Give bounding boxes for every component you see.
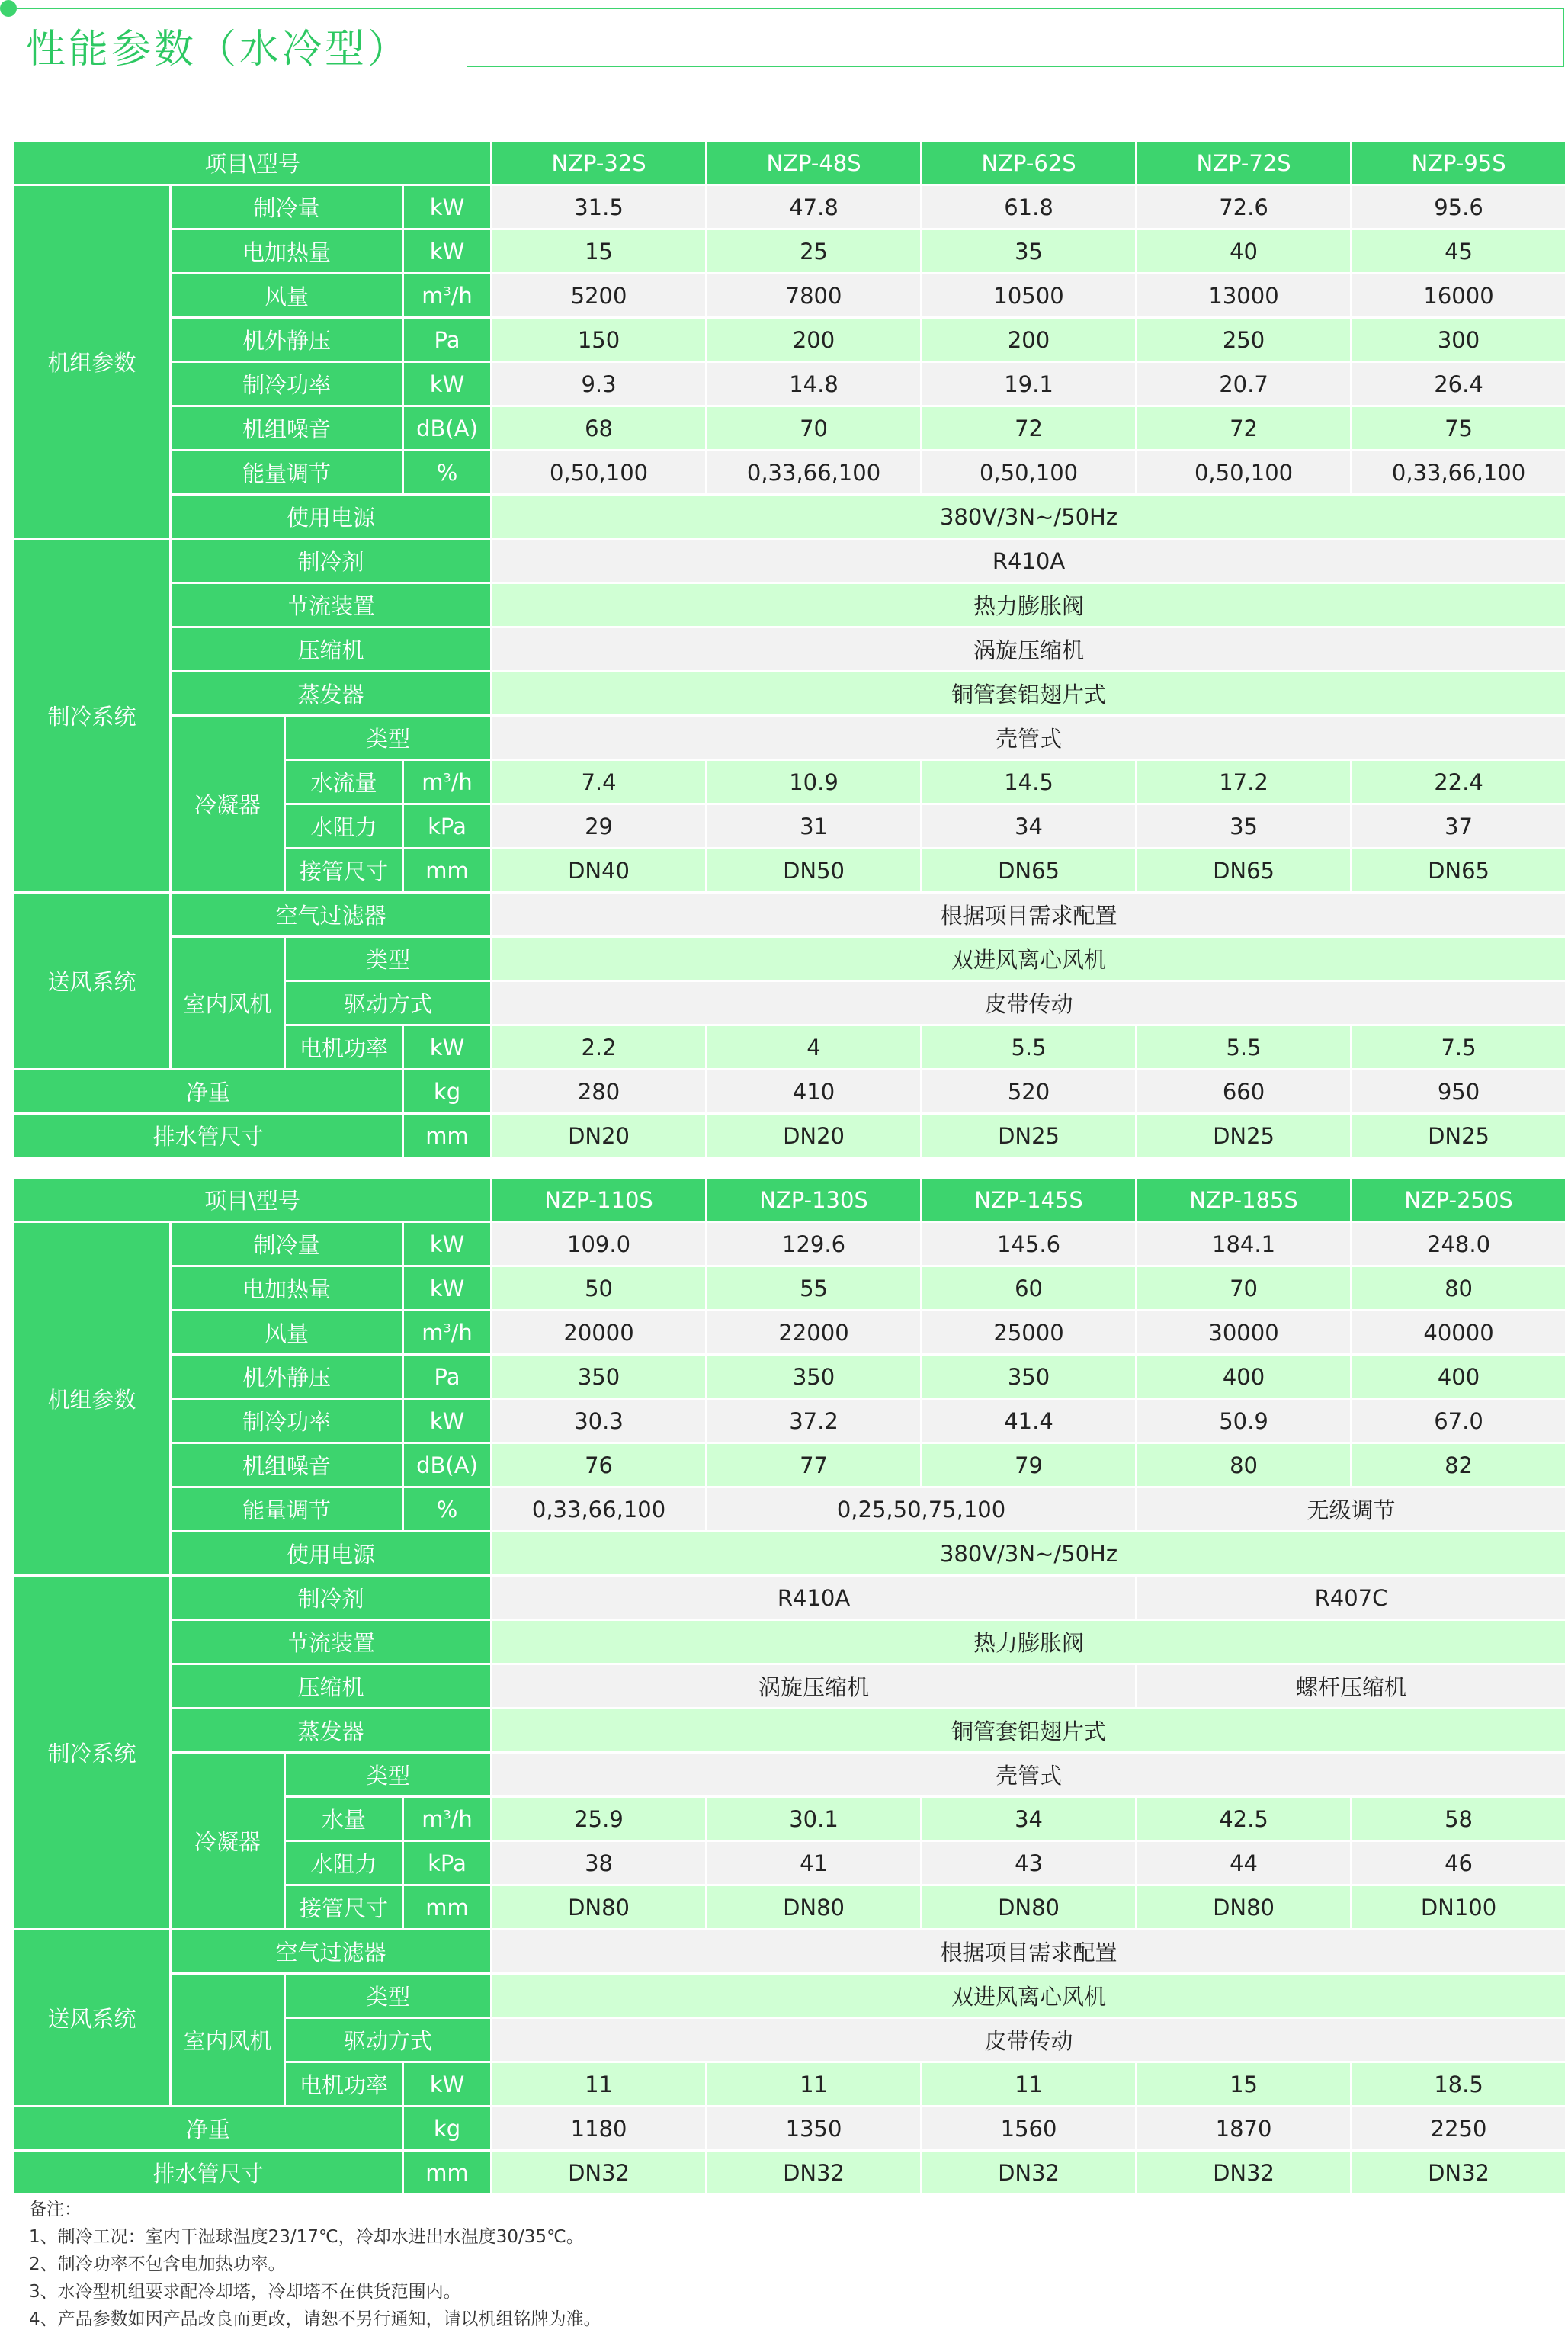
value-cell: 25000 bbox=[922, 1311, 1137, 1355]
value-cell: DN32 bbox=[922, 2151, 1137, 2195]
table-row bbox=[14, 1620, 1566, 1664]
value-cell: 2250 bbox=[1352, 2107, 1566, 2151]
value-cell: 30.1 bbox=[707, 1797, 922, 1841]
value-cell: 72 bbox=[922, 406, 1137, 451]
value-cell: 双进风离心风机 bbox=[492, 937, 1566, 981]
value-cell: 1350 bbox=[707, 2107, 922, 2151]
value-cell: 25.9 bbox=[492, 1797, 707, 1841]
table-row bbox=[14, 1443, 1566, 1487]
value-cell: 0,33,66,100 bbox=[707, 451, 922, 495]
value-cell: 95.6 bbox=[1352, 185, 1566, 229]
value-cell: DN32 bbox=[707, 2151, 922, 2195]
header-top-rule bbox=[17, 8, 1564, 9]
table-row bbox=[14, 1070, 1566, 1114]
value-cell: 0,33,66,100 bbox=[492, 1487, 707, 1532]
value-cell: 10500 bbox=[922, 274, 1137, 318]
value-cell: 129.6 bbox=[707, 1222, 922, 1266]
table-row bbox=[14, 495, 1566, 539]
value-cell: 壳管式 bbox=[492, 716, 1566, 760]
row-label: 风量 bbox=[171, 274, 403, 318]
value-cell: 根据项目需求配置 bbox=[492, 1930, 1566, 1974]
row-label: 机组噪音 bbox=[171, 1443, 403, 1487]
value-cell: 43 bbox=[922, 1841, 1137, 1885]
row-label: 空气过滤器 bbox=[171, 893, 492, 937]
value-cell: 13000 bbox=[1137, 274, 1352, 318]
value-cell: 铜管套铝翅片式 bbox=[492, 1709, 1566, 1753]
value-cell: 68 bbox=[492, 406, 707, 451]
unit-cell: kW bbox=[403, 362, 492, 406]
value-cell: 58 bbox=[1352, 1797, 1566, 1841]
value-cell: 35 bbox=[1137, 804, 1352, 849]
value-cell: 520 bbox=[922, 1070, 1137, 1114]
value-cell: 72.6 bbox=[1137, 185, 1352, 229]
notes-heading: 备注： bbox=[29, 2200, 82, 2219]
value-cell: 1870 bbox=[1137, 2107, 1352, 2151]
table-row bbox=[14, 1266, 1566, 1311]
value-cell: R410A bbox=[492, 539, 1566, 583]
row-label: 驱动方式 bbox=[285, 981, 492, 1025]
value-cell: 20000 bbox=[492, 1311, 707, 1355]
row-label: 制冷剂 bbox=[171, 1576, 492, 1620]
note-line: 1、制冷工况：室内干湿球温度23/17℃，冷却水进出水温度30/35℃。 bbox=[29, 2227, 584, 2247]
unit-cell: kPa bbox=[403, 804, 492, 849]
row-label: 压缩机 bbox=[171, 1664, 492, 1709]
value-cell: 热力膨胀阀 bbox=[492, 583, 1566, 627]
value-cell: 铜管套铝翅片式 bbox=[492, 672, 1566, 716]
row-label: 蒸发器 bbox=[171, 672, 492, 716]
row-label: 电加热量 bbox=[171, 229, 403, 274]
value-cell: 45 bbox=[1352, 229, 1566, 274]
value-cell: 25 bbox=[707, 229, 922, 274]
unit-cell: kW bbox=[403, 1266, 492, 1311]
row-label: 制冷量 bbox=[171, 1222, 403, 1266]
unit-cell: kW bbox=[403, 1025, 492, 1070]
value-cell: 50.9 bbox=[1137, 1399, 1352, 1443]
table-row bbox=[14, 1222, 1566, 1266]
value-cell: 75 bbox=[1352, 406, 1566, 451]
row-label: 节流装置 bbox=[171, 1620, 492, 1664]
model-cell: NZP-62S bbox=[922, 141, 1137, 185]
unit-cell: kPa bbox=[403, 1841, 492, 1885]
row-label: 水量 bbox=[285, 1797, 403, 1841]
table-row bbox=[14, 1487, 1566, 1532]
value-cell: 380V/3N~/50Hz bbox=[492, 495, 1566, 539]
value-cell: 380V/3N~/50Hz bbox=[492, 1532, 1566, 1576]
value-cell: 0,50,100 bbox=[1137, 451, 1352, 495]
value-cell: 14.8 bbox=[707, 362, 922, 406]
value-cell: DN32 bbox=[492, 2151, 707, 2195]
unit-cell: kg bbox=[403, 2107, 492, 2151]
value-cell: 1560 bbox=[922, 2107, 1137, 2151]
table-row bbox=[14, 2107, 1566, 2151]
table-row bbox=[14, 1178, 1566, 1222]
value-cell: 15 bbox=[492, 229, 707, 274]
value-cell: 0,33,66,100 bbox=[1352, 451, 1566, 495]
value-cell: 660 bbox=[1137, 1070, 1352, 1114]
unit-cell: Pa bbox=[403, 318, 492, 362]
table-row bbox=[14, 583, 1566, 627]
unit-cell: kW bbox=[403, 229, 492, 274]
header-bottom-rule bbox=[467, 66, 1564, 67]
value-cell: 16000 bbox=[1352, 274, 1566, 318]
value-cell: 1180 bbox=[492, 2107, 707, 2151]
value-cell: DN25 bbox=[1352, 1114, 1566, 1158]
row-label: 净重 bbox=[14, 2107, 403, 2151]
value-cell: 109.0 bbox=[492, 1222, 707, 1266]
value-cell: DN50 bbox=[707, 849, 922, 893]
unit-cell: Pa bbox=[403, 1355, 492, 1399]
unit-cell: % bbox=[403, 1487, 492, 1532]
row-label: 类型 bbox=[285, 716, 492, 760]
value-cell: 300 bbox=[1352, 318, 1566, 362]
value-cell: 17.2 bbox=[1137, 760, 1352, 804]
value-cell: 15 bbox=[1137, 2062, 1352, 2107]
note-line: 3、水冷型机组要求配冷却塔，冷却塔不在供货范围内。 bbox=[29, 2282, 461, 2302]
table-row bbox=[14, 893, 1566, 937]
row-label: 蒸发器 bbox=[171, 1709, 492, 1753]
table-row bbox=[14, 1576, 1566, 1620]
table-row bbox=[14, 672, 1566, 716]
model-cell: NZP-48S bbox=[707, 141, 922, 185]
model-cell: NZP-130S bbox=[707, 1178, 922, 1222]
table-row bbox=[14, 539, 1566, 583]
row-label: 能量调节 bbox=[171, 1487, 403, 1532]
value-cell: 40000 bbox=[1352, 1311, 1566, 1355]
value-cell: 5.5 bbox=[1137, 1025, 1352, 1070]
row-label: 驱动方式 bbox=[285, 2018, 492, 2062]
value-cell: 34 bbox=[922, 804, 1137, 849]
header-dot-icon bbox=[0, 0, 17, 17]
value-cell: 60 bbox=[922, 1266, 1137, 1311]
header-cell: 项目\型号 bbox=[14, 1178, 492, 1222]
value-cell: 14.5 bbox=[922, 760, 1137, 804]
value-cell: 0,50,100 bbox=[492, 451, 707, 495]
note-line: 4、产品参数如因产品改良而更改，请恕不另行通知，请以机组铭牌为准。 bbox=[29, 2309, 601, 2329]
table-row bbox=[14, 1664, 1566, 1709]
value-cell: DN80 bbox=[707, 1885, 922, 1930]
value-cell: DN80 bbox=[922, 1885, 1137, 1930]
table-row bbox=[14, 2151, 1566, 2195]
value-cell: DN40 bbox=[492, 849, 707, 893]
row-label: 电加热量 bbox=[171, 1266, 403, 1311]
value-cell: 11 bbox=[492, 2062, 707, 2107]
row-label: 机外静压 bbox=[171, 318, 403, 362]
value-cell: 41.4 bbox=[922, 1399, 1137, 1443]
value-cell: 10.9 bbox=[707, 760, 922, 804]
value-cell: 67.0 bbox=[1352, 1399, 1566, 1443]
table-row bbox=[14, 1532, 1566, 1576]
unit-cell: mm bbox=[403, 1885, 492, 1930]
value-cell: 皮带传动 bbox=[492, 981, 1566, 1025]
value-cell: 70 bbox=[1137, 1266, 1352, 1311]
value-cell: 280 bbox=[492, 1070, 707, 1114]
unit-cell: mm bbox=[403, 849, 492, 893]
model-cell: NZP-32S bbox=[492, 141, 707, 185]
value-cell: 350 bbox=[492, 1355, 707, 1399]
value-cell: 150 bbox=[492, 318, 707, 362]
spec-table-1 bbox=[12, 140, 1567, 1159]
group-label: 送风系统 bbox=[14, 1930, 171, 2107]
group-label: 送风系统 bbox=[14, 893, 171, 1070]
table-row bbox=[14, 1753, 1566, 1797]
row-label: 空气过滤器 bbox=[171, 1930, 492, 1974]
unit-cell: $m^3/h$ bbox=[403, 1311, 492, 1355]
page-title: 性能参数（水冷型） bbox=[26, 27, 411, 72]
model-cell: NZP-95S bbox=[1352, 141, 1566, 185]
value-cell: 400 bbox=[1137, 1355, 1352, 1399]
value-cell: DN20 bbox=[707, 1114, 922, 1158]
subgroup-label: 室内风机 bbox=[171, 1974, 285, 2107]
value-cell: 热力膨胀阀 bbox=[492, 1620, 1566, 1664]
row-label: 接管尺寸 bbox=[285, 849, 403, 893]
table-row bbox=[14, 362, 1566, 406]
row-label: 水流量 bbox=[285, 760, 403, 804]
model-cell: NZP-145S bbox=[922, 1178, 1137, 1222]
row-label: 类型 bbox=[285, 1974, 492, 2018]
model-cell: NZP-110S bbox=[492, 1178, 707, 1222]
value-cell: 29 bbox=[492, 804, 707, 849]
unit-cell: % bbox=[403, 451, 492, 495]
value-cell: 80 bbox=[1352, 1266, 1566, 1311]
unit-cell: $m^3/h$ bbox=[403, 1797, 492, 1841]
value-cell: 0,50,100 bbox=[922, 451, 1137, 495]
group-label: 机组参数 bbox=[14, 185, 171, 539]
value-cell: 30000 bbox=[1137, 1311, 1352, 1355]
value-cell: 2.2 bbox=[492, 1025, 707, 1070]
subgroup-label: 冷凝器 bbox=[171, 716, 285, 893]
value-cell: 31 bbox=[707, 804, 922, 849]
value-cell: DN65 bbox=[922, 849, 1137, 893]
value-cell: 82 bbox=[1352, 1443, 1566, 1487]
table-row bbox=[14, 274, 1566, 318]
value-cell: 螺杆压缩机 bbox=[1137, 1664, 1566, 1709]
value-cell: 11 bbox=[922, 2062, 1137, 2107]
value-cell: 46 bbox=[1352, 1841, 1566, 1885]
value-cell: 42.5 bbox=[1137, 1797, 1352, 1841]
value-cell: 皮带传动 bbox=[492, 2018, 1566, 2062]
value-cell: 35 bbox=[922, 229, 1137, 274]
unit-cell: kW bbox=[403, 185, 492, 229]
row-label: 使用电源 bbox=[171, 495, 492, 539]
value-cell: 145.6 bbox=[922, 1222, 1137, 1266]
value-cell: 41 bbox=[707, 1841, 922, 1885]
model-cell: NZP-72S bbox=[1137, 141, 1352, 185]
row-label: 排水管尺寸 bbox=[14, 2151, 403, 2195]
value-cell: 44 bbox=[1137, 1841, 1352, 1885]
row-label: 制冷量 bbox=[171, 185, 403, 229]
value-cell: R410A bbox=[492, 1576, 1137, 1620]
notes bbox=[29, 2196, 601, 2333]
table-row bbox=[14, 451, 1566, 495]
value-cell: 20.7 bbox=[1137, 362, 1352, 406]
row-label: 制冷功率 bbox=[171, 1399, 403, 1443]
table-row bbox=[14, 1355, 1566, 1399]
row-label: 水阻力 bbox=[285, 804, 403, 849]
value-cell: 涡旋压缩机 bbox=[492, 1664, 1137, 1709]
value-cell: 30.3 bbox=[492, 1399, 707, 1443]
value-cell: 涡旋压缩机 bbox=[492, 627, 1566, 672]
table-row bbox=[14, 1311, 1566, 1355]
value-cell: 200 bbox=[922, 318, 1137, 362]
group-label: 机组参数 bbox=[14, 1222, 171, 1576]
value-cell: DN100 bbox=[1352, 1885, 1566, 1930]
row-label: 接管尺寸 bbox=[285, 1885, 403, 1930]
value-cell: 31.5 bbox=[492, 185, 707, 229]
spec-table-2 bbox=[12, 1176, 1567, 2196]
table-row bbox=[14, 406, 1566, 451]
value-cell: 无级调节 bbox=[1137, 1487, 1566, 1532]
value-cell: R407C bbox=[1137, 1576, 1566, 1620]
value-cell: 50 bbox=[492, 1266, 707, 1311]
value-cell: 9.3 bbox=[492, 362, 707, 406]
unit-cell: kg bbox=[403, 1070, 492, 1114]
row-label: 类型 bbox=[285, 937, 492, 981]
value-cell: 248.0 bbox=[1352, 1222, 1566, 1266]
value-cell: 79 bbox=[922, 1443, 1137, 1487]
table-row bbox=[14, 1399, 1566, 1443]
row-label: 电机功率 bbox=[285, 2062, 403, 2107]
row-label: 使用电源 bbox=[171, 1532, 492, 1576]
value-cell: 184.1 bbox=[1137, 1222, 1352, 1266]
value-cell: 950 bbox=[1352, 1070, 1566, 1114]
value-cell: 11 bbox=[707, 2062, 922, 2107]
value-cell: 77 bbox=[707, 1443, 922, 1487]
table-row bbox=[14, 185, 1566, 229]
value-cell: 34 bbox=[922, 1797, 1137, 1841]
value-cell: 76 bbox=[492, 1443, 707, 1487]
value-cell: 19.1 bbox=[922, 362, 1137, 406]
value-cell: 410 bbox=[707, 1070, 922, 1114]
unit-cell: $m^3/h$ bbox=[403, 274, 492, 318]
value-cell: 55 bbox=[707, 1266, 922, 1311]
value-cell: 61.8 bbox=[922, 185, 1137, 229]
value-cell: 双进风离心风机 bbox=[492, 1974, 1566, 2018]
table-row bbox=[14, 716, 1566, 760]
value-cell: 250 bbox=[1137, 318, 1352, 362]
value-cell: 7800 bbox=[707, 274, 922, 318]
value-cell: 18.5 bbox=[1352, 2062, 1566, 2107]
value-cell: 壳管式 bbox=[492, 1753, 1566, 1797]
unit-cell: kW bbox=[403, 1399, 492, 1443]
value-cell: 40 bbox=[1137, 229, 1352, 274]
table-row bbox=[14, 141, 1566, 185]
value-cell: DN65 bbox=[1352, 849, 1566, 893]
row-label: 类型 bbox=[285, 1753, 492, 1797]
header-cell: 项目\型号 bbox=[14, 141, 492, 185]
value-cell: 37.2 bbox=[707, 1399, 922, 1443]
value-cell: 4 bbox=[707, 1025, 922, 1070]
group-label: 制冷系统 bbox=[14, 539, 171, 893]
value-cell: 72 bbox=[1137, 406, 1352, 451]
row-label: 净重 bbox=[14, 1070, 403, 1114]
value-cell: 80 bbox=[1137, 1443, 1352, 1487]
value-cell: DN32 bbox=[1352, 2151, 1566, 2195]
note-line: 2、制冷功率不包含电加热功率。 bbox=[29, 2254, 286, 2274]
row-label: 节流装置 bbox=[171, 583, 492, 627]
model-cell: NZP-250S bbox=[1352, 1178, 1566, 1222]
value-cell: DN25 bbox=[922, 1114, 1137, 1158]
value-cell: 26.4 bbox=[1352, 362, 1566, 406]
table-row bbox=[14, 627, 1566, 672]
value-cell: 7.4 bbox=[492, 760, 707, 804]
value-cell: DN80 bbox=[1137, 1885, 1352, 1930]
unit-cell: dB(A) bbox=[403, 406, 492, 451]
value-cell: 根据项目需求配置 bbox=[492, 893, 1566, 937]
row-label: 能量调节 bbox=[171, 451, 403, 495]
value-cell: 37 bbox=[1352, 804, 1566, 849]
unit-cell: mm bbox=[403, 1114, 492, 1158]
value-cell: DN80 bbox=[492, 1885, 707, 1930]
value-cell: 5.5 bbox=[922, 1025, 1137, 1070]
value-cell: 5200 bbox=[492, 274, 707, 318]
value-cell: 7.5 bbox=[1352, 1025, 1566, 1070]
value-cell: 22.4 bbox=[1352, 760, 1566, 804]
value-cell: 22000 bbox=[707, 1311, 922, 1355]
value-cell: 350 bbox=[922, 1355, 1137, 1399]
table-row bbox=[14, 229, 1566, 274]
table-row bbox=[14, 1709, 1566, 1753]
table-row bbox=[14, 1930, 1566, 1974]
row-label: 电机功率 bbox=[285, 1025, 403, 1070]
model-cell: NZP-185S bbox=[1137, 1178, 1352, 1222]
header-right-rule bbox=[1563, 8, 1564, 67]
value-cell: 200 bbox=[707, 318, 922, 362]
unit-cell: kW bbox=[403, 1222, 492, 1266]
value-cell: 38 bbox=[492, 1841, 707, 1885]
row-label: 压缩机 bbox=[171, 627, 492, 672]
value-cell: 70 bbox=[707, 406, 922, 451]
row-label: 机组噪音 bbox=[171, 406, 403, 451]
row-label: 制冷剂 bbox=[171, 539, 492, 583]
row-label: 制冷功率 bbox=[171, 362, 403, 406]
unit-cell: dB(A) bbox=[403, 1443, 492, 1487]
value-cell: 47.8 bbox=[707, 185, 922, 229]
group-label: 制冷系统 bbox=[14, 1576, 171, 1930]
value-cell: 0,25,50,75,100 bbox=[707, 1487, 1137, 1532]
value-cell: DN25 bbox=[1137, 1114, 1352, 1158]
unit-cell: $m^3/h$ bbox=[403, 760, 492, 804]
table-row bbox=[14, 1114, 1566, 1158]
value-cell: DN20 bbox=[492, 1114, 707, 1158]
subgroup-label: 室内风机 bbox=[171, 937, 285, 1070]
row-label: 排水管尺寸 bbox=[14, 1114, 403, 1158]
value-cell: DN65 bbox=[1137, 849, 1352, 893]
value-cell: DN32 bbox=[1137, 2151, 1352, 2195]
row-label: 水阻力 bbox=[285, 1841, 403, 1885]
subgroup-label: 冷凝器 bbox=[171, 1753, 285, 1930]
row-label: 风量 bbox=[171, 1311, 403, 1355]
unit-cell: kW bbox=[403, 2062, 492, 2107]
row-label: 机外静压 bbox=[171, 1355, 403, 1399]
table-row bbox=[14, 1974, 1566, 2018]
table-row bbox=[14, 318, 1566, 362]
unit-cell: mm bbox=[403, 2151, 492, 2195]
value-cell: 350 bbox=[707, 1355, 922, 1399]
table-row bbox=[14, 937, 1566, 981]
value-cell: 400 bbox=[1352, 1355, 1566, 1399]
